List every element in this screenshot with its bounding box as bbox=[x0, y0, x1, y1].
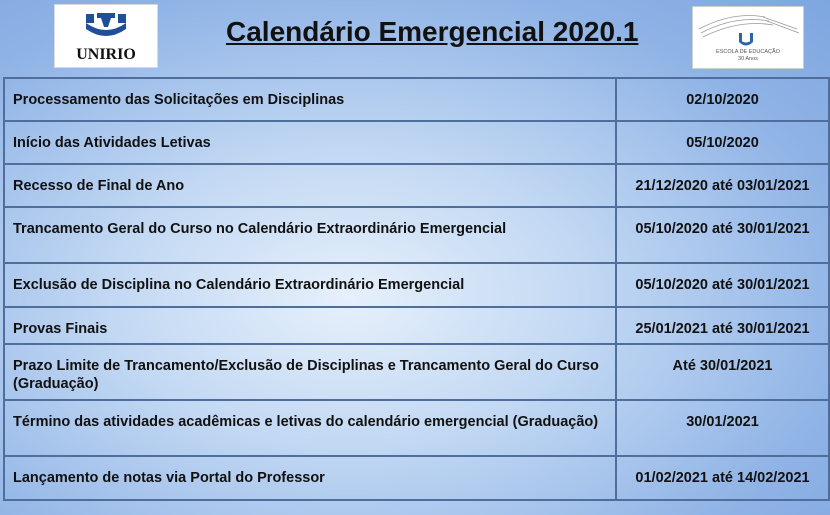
activity-cell: Término das atividades acadêmicas e letivas do calendário emergencial (Graduação) bbox=[4, 400, 616, 456]
unirio-logo-icon bbox=[55, 5, 157, 67]
date-cell: Até 30/01/2021 bbox=[616, 344, 829, 400]
escola-de-educacao-logo-icon bbox=[693, 7, 803, 49]
activity-cell: Início das Atividades Letivas bbox=[4, 121, 616, 164]
date-cell: 05/10/2020 até 30/01/2021 bbox=[616, 263, 829, 307]
date-cell: 01/02/2021 até 14/02/2021 bbox=[616, 456, 829, 500]
table-row bbox=[4, 78, 829, 121]
date-cell: 02/10/2020 bbox=[616, 78, 829, 121]
table-row bbox=[4, 307, 829, 344]
activity-cell: Recesso de Final de Ano bbox=[4, 164, 616, 207]
table-row bbox=[4, 121, 829, 164]
activity-cell: Lançamento de notas via Portal do Professor bbox=[4, 456, 616, 500]
activity-cell: Prazo Limite de Trancamento/Exclusão de Disciplinas e Trancamento Geral do Curso (Graduação) bbox=[4, 344, 616, 400]
unirio-logo bbox=[54, 4, 158, 68]
table-row bbox=[4, 263, 829, 307]
calendar-table bbox=[3, 77, 830, 501]
activity-cell: Trancamento Geral do Curso no Calendário Extraordinário Emergencial bbox=[4, 207, 616, 263]
table-row bbox=[4, 344, 829, 400]
date-cell: 21/12/2020 até 03/01/2021 bbox=[616, 164, 829, 207]
activity-cell: Exclusão de Disciplina no Calendário Extraordinário Emergencial bbox=[4, 263, 616, 307]
activity-cell: Provas Finais bbox=[4, 307, 616, 344]
date-cell: 05/10/2020 até 30/01/2021 bbox=[616, 207, 829, 263]
page-title: Calendário Emergencial 2020.1 bbox=[226, 16, 639, 47]
date-cell: 05/10/2020 bbox=[616, 121, 829, 164]
escola-de-educacao-text bbox=[693, 49, 803, 63]
unirio-logo-text: UNIRIO bbox=[76, 46, 136, 63]
date-cell: 25/01/2021 até 30/01/2021 bbox=[616, 307, 829, 344]
escola-line1: ESCOLA DE EDUCAÇÃO bbox=[716, 49, 780, 55]
date-cell: 30/01/2021 bbox=[616, 400, 829, 456]
table-row bbox=[4, 400, 829, 456]
table-row bbox=[4, 456, 829, 500]
escola-de-educacao-logo bbox=[692, 6, 804, 69]
table-row bbox=[4, 164, 829, 207]
table-row bbox=[4, 207, 829, 263]
activity-cell: Processamento das Solicitações em Disciplinas bbox=[4, 78, 616, 121]
escola-line2: 30 Anos bbox=[738, 56, 758, 62]
